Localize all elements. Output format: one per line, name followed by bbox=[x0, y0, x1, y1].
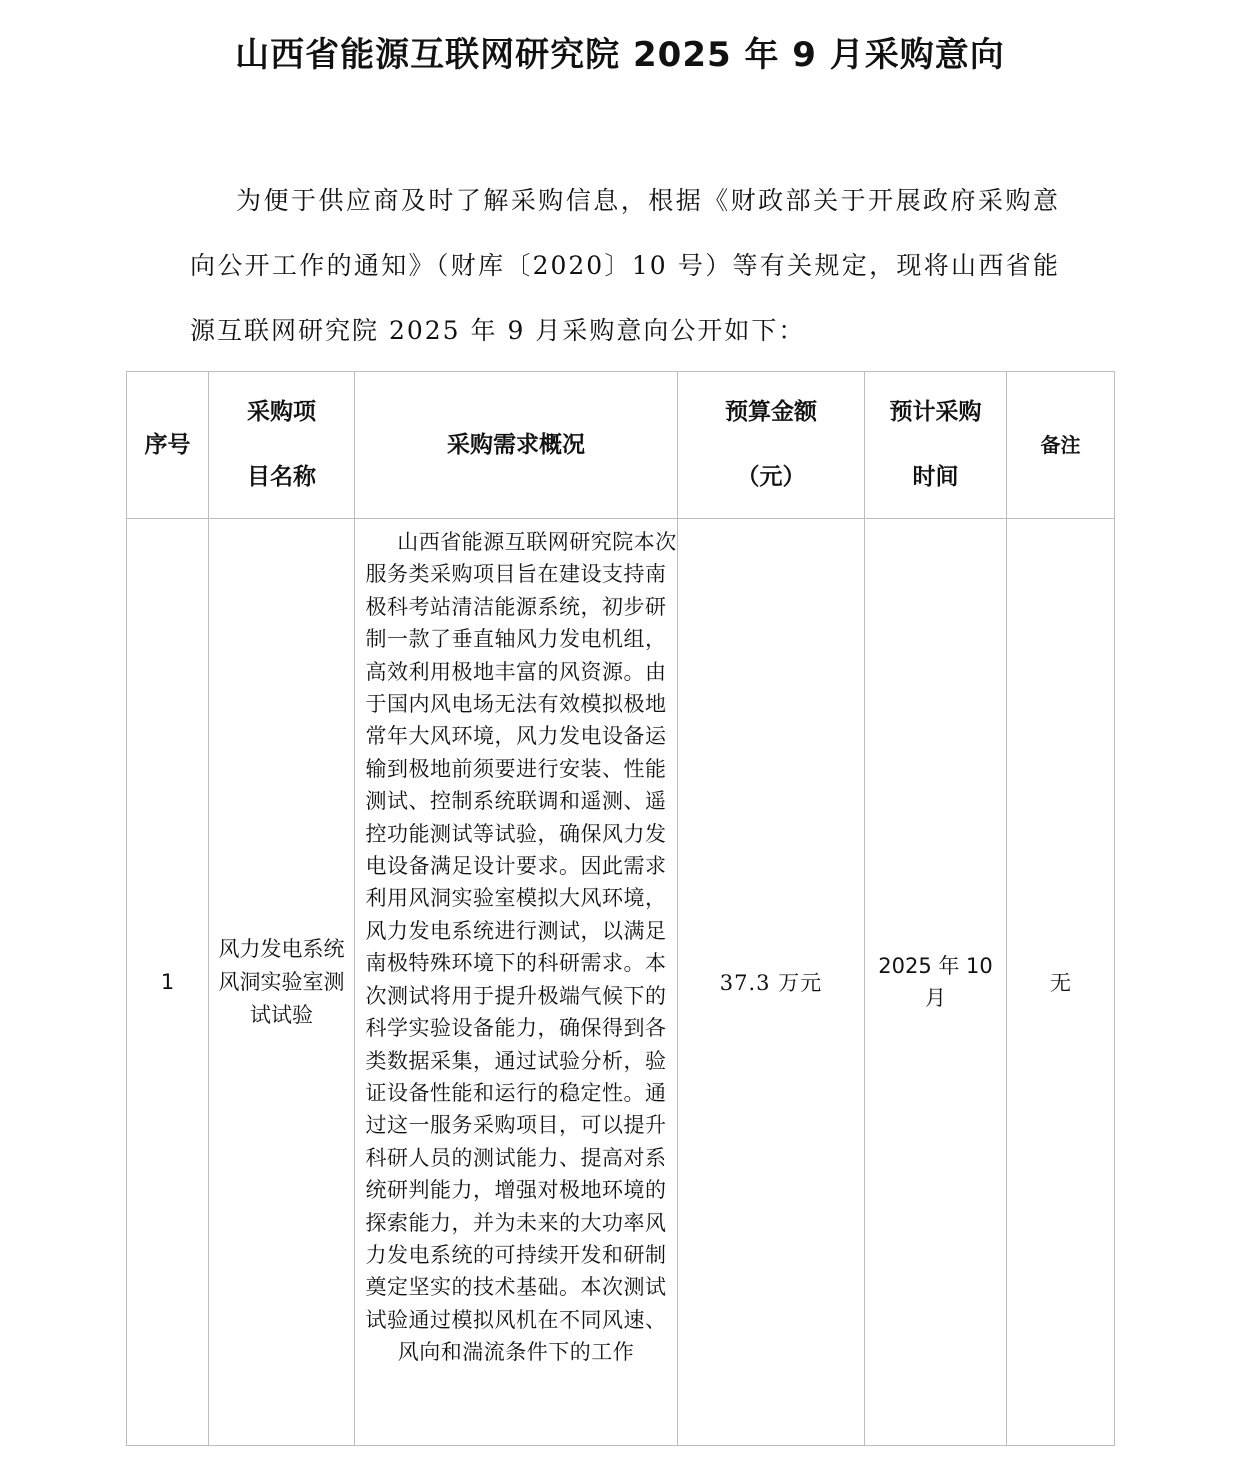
row-budget: 37.3 万元 bbox=[678, 519, 865, 1446]
table-row bbox=[127, 519, 1115, 1446]
procurement-table bbox=[126, 371, 1115, 1446]
row-requirements: 山西省能源互联网研究院本次服务类采购项目旨在建设支持南极科考站清洁能源系统，初步研制一款了垂直轴风力发电机组，高效利用极地丰富的风资源。由于国内风电场无法有效模拟极地常年大风环境，风力发电设备运输到极地前须要进行安装、性能测试、控制系统联调和遥测、遥控功能测试等试验，确保风力发电设备满足设计要求。因此需求利用风洞实验室模拟大风环境，风力发电系统进行测试，以满足南极特殊环境下的科研需求。本次测试将用于提升极端气候下的科学实验设备能力，确保得到各类数据采集，通过试验分析，验证设备性能和运行的稳定性。通过这一服务采购项目，可以提升科研人员的测试能力、提高对系统研判能力，增强对极地环境的探索能力，并为未来的大功率风力发电系统的可持续开发和研制奠定坚实的技术基础。本次测试试验通过模拟风机在不同风速、风向和湍流条件下的工作 bbox=[365, 530, 677, 1365]
header-note: 备注 bbox=[1007, 372, 1115, 519]
row-note: 无 bbox=[1007, 519, 1115, 1446]
row-purchase-time: 2025 年 10 月 bbox=[865, 519, 1007, 1446]
header-budget: 预算金额（元） bbox=[678, 372, 865, 519]
header-purchase-time: 预计采购时间 bbox=[865, 372, 1007, 519]
table-header-row bbox=[127, 372, 1115, 519]
header-project-name: 采购项目名称 bbox=[209, 372, 355, 519]
row-seq: 1 bbox=[127, 519, 209, 1446]
header-seq: 序号 bbox=[127, 372, 209, 519]
intro-paragraph: 为便于供应商及时了解采购信息，根据《财政部关于开展政府采购意向公开工作的通知》（财库〔2020〕10 号）等有关规定，现将山西省能源互联网研究院 2025 年 9 月采购意向公开如下： bbox=[190, 186, 1060, 345]
header-requirements: 采购需求概况 bbox=[355, 372, 678, 519]
document-title: 山西省能源互联网研究院 2025 年 9 月采购意向 bbox=[235, 35, 1005, 75]
row-requirements-cell bbox=[355, 519, 678, 1446]
row-project-name: 风力发电系统风洞实验室测试试验 bbox=[209, 519, 355, 1446]
